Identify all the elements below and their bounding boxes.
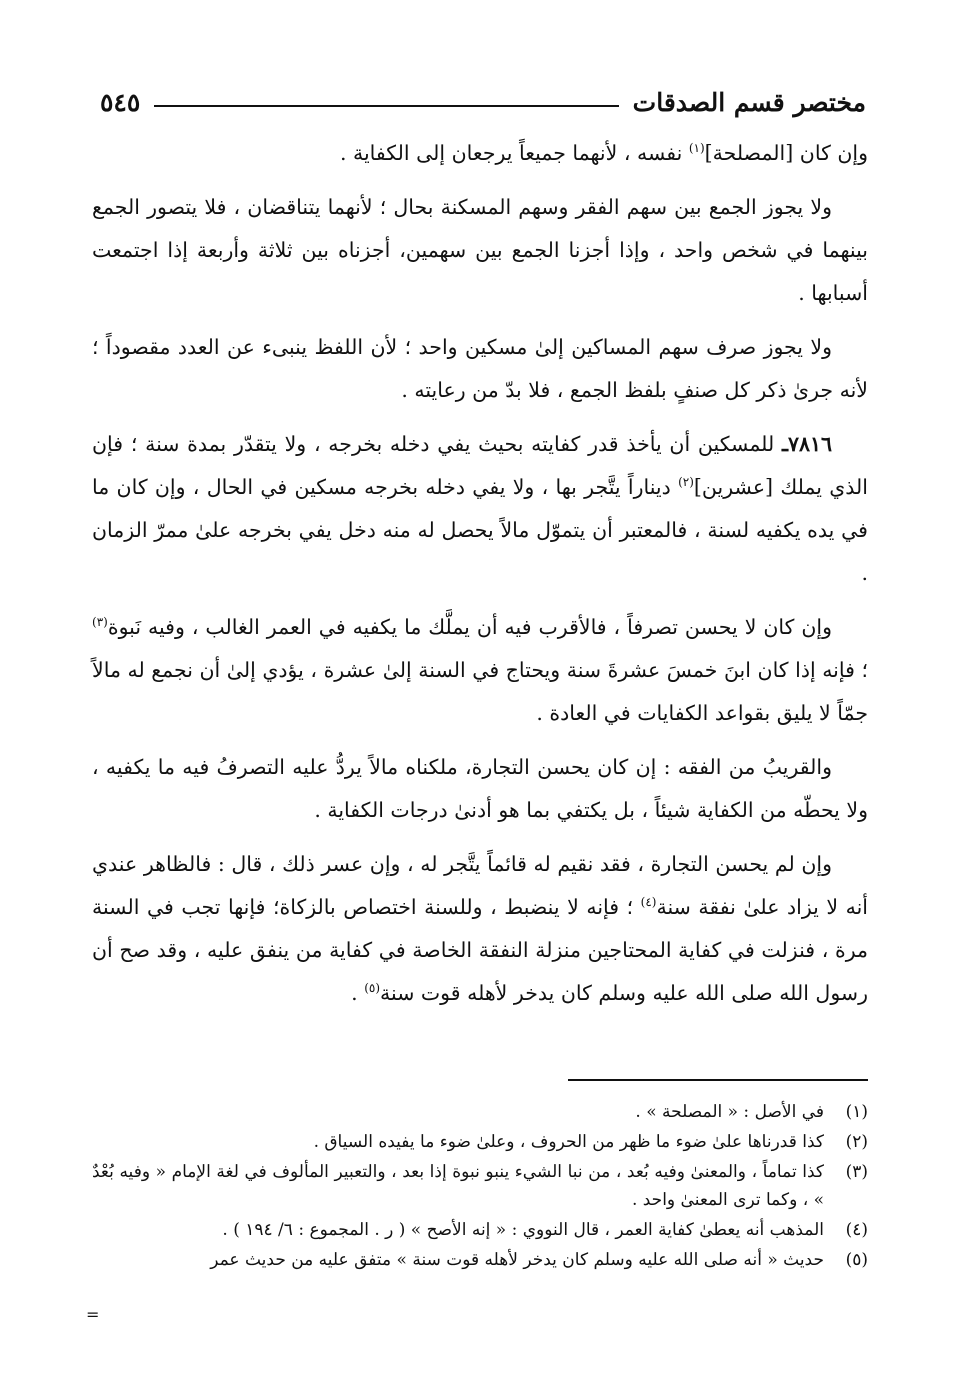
footnote-1 (92, 1098, 868, 1126)
page-header (100, 82, 866, 122)
footnote-ref-1[interactable]: (١) (688, 141, 705, 156)
footnote-text: في الأصل : « المصلحة » . (635, 1102, 824, 1122)
paragraph-6: والقريبُ من الفقه : إن كان يحسن التجارة، ملكناه مالاً يردُّ عليه التصرفُ فيه ما يكفيه ، ولا يحطّه من الكفاية شيئاً ، بل يكتفي بما هو أدنىٰ درجات الكفاية . (92, 755, 868, 822)
paragraph-item-7816: ٧٨١٦ـ للمسكين أن يأخذ قدر كفايته بحيث يفي دخله بخرجه ، ولا يتقدّر بمدة سنة ؛ فإن الذي يملك [عشرين]$^{(٢)}$ ديناراً يتَّجر بها ، ولا يفي دخله بخرجه مسكين في الحال ، وإن كان ما في يده يكفيه لسنة ، فالمعتبر أن يتموّل مالاً يحصل له منه دخل يفي بخرجه علىٰ ممرّ الزمان . (92, 432, 868, 585)
paragraph-5: وإن كان لا يحسن تصرفاً ، فالأقرب فيه أن يملَّك ما يكفيه في العمر الغالب ، وفيه نَبوة$^{(٣)}$ ؛ فإنه إذا كان ابنَ خمسَ عشرةَ سنة ويحتاج في السنة إلىٰ عشرة ، يؤدي إلىٰ أن نجمع له مالاً جمّاً لا يليق بقواعد الكفايات في العادة . (92, 615, 868, 725)
paragraph-2: ولا يجوز الجمع بين سهم الفقر وسهم المسكنة بحال ؛ لأنهما يتناقضان ، فلا يتصور الجمع بينهما في شخص واحد ، وإذا أجزنا الجمع بين سهمين، أجزناه بين ثلاثة وأربعة إذا اجتمعت أسبابها . (92, 195, 868, 305)
footnote-text: كذا تماماً ، والمعنىٰ وفيه بُعد ، من نبا الشيء ينبو نبوة إذا بعد ، والتعبير المألوف في لغة الإمام « وفيه بُعْدٌ » ، وكما ترى المعنىٰ واحد . (92, 1162, 824, 1210)
footnote-text: المذهب أنه يعطىٰ كفاية العمر ، قال النووي : « إنه الأصح » ( ر . المجموع : ٦/ ١٩٤ ) . (222, 1220, 824, 1240)
continuation-mark: = (86, 1305, 100, 1324)
main-text (92, 132, 868, 1026)
footnote-ref-4[interactable]: (٤) (640, 895, 657, 910)
footnote-4 (92, 1216, 868, 1244)
footnote-number: (٥) (845, 1250, 868, 1270)
footnote-2 (92, 1128, 868, 1156)
running-title: مختصر قسم الصدقات (632, 87, 866, 117)
footnote-number: (٤) (845, 1220, 868, 1240)
footnote-text: حديث « أنه صلى الله عليه وسلم كان يدخر لأهله قوت سنة » متفق عليه من حديث عمر (210, 1250, 824, 1270)
footnote-ref-2[interactable]: (٢) (678, 475, 694, 490)
footnote-number: (٢) (845, 1132, 868, 1152)
footnote-ref-3[interactable]: (٣) (92, 615, 108, 630)
paragraph-3: ولا يجوز صرف سهم المساكين إلىٰ مسكين واحد ؛ لأن اللفظ ينبىء عن العدد مقصوداً ؛ لأنه جرىٰ ذكر كل صنفٍ بلفظ الجمع ، فلا بدّ من رعايته . (92, 335, 868, 402)
footnote-number: (١) (845, 1102, 868, 1122)
footnote-number: (٣) (845, 1162, 868, 1182)
footnotes (92, 1098, 868, 1276)
header-rule (154, 105, 618, 107)
paragraph-1: وإن كان [المصلحة]$^{(١)}$ نفسه ، لأنهما جميعاً يرجعان إلى الكفاية . (339, 141, 868, 165)
item-number: ٧٨١٦ـ (781, 432, 832, 456)
footnote-ref-5[interactable]: (٥) (364, 981, 381, 996)
page-number: ٥٤٥ (100, 87, 141, 117)
footnote-separator (568, 1079, 868, 1081)
footnote-text: كذا قدرناها علىٰ ضوء ما ظهر من الحروف ، وعلىٰ ضوء ما يفيده السياق . (313, 1132, 824, 1152)
footnote-5 (92, 1246, 868, 1274)
footnote-3 (92, 1158, 868, 1214)
paragraph-7: وإن لم يحسن التجارة ، فقد نقيم له قائماً يتَّجر له ، وإن عسر ذلك ، قال : فالظاهر عندي أنه لا يزاد علىٰ نفقة سنة$^{(٤)}$ ؛ فإنه لا ينضبط ، وللسنة اختصاص بالزكاة؛ فإنها تجب في السنة مرة ، فنزلت في كفاية المحتاجين منزلة النفقة الخاصة في كفاية من ينفق عليه ، وقد صح أن رسول الله صلى الله عليه وسلم كان يدخر لأهله قوت سنة$^{(٥)}$ . (92, 852, 868, 1005)
